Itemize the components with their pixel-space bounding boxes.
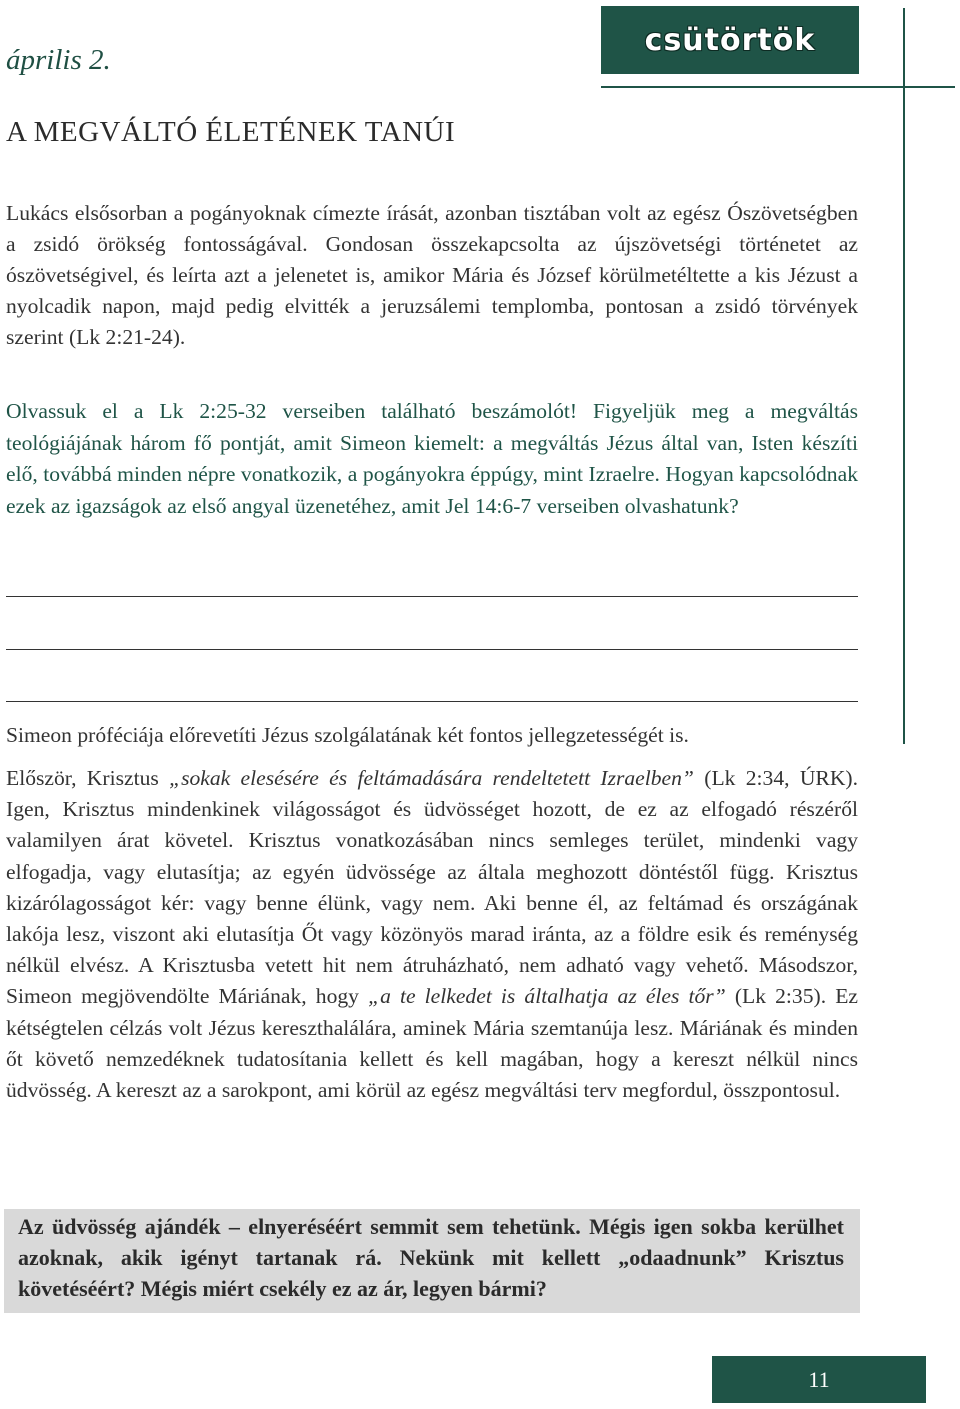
answer-line[interactable]: [6, 649, 858, 650]
lesson-title: A MEGVÁLTÓ ÉLETÉNEK TANÚI: [6, 116, 456, 148]
lesson-date: április 2.: [6, 44, 111, 76]
body-paragraph: [6, 763, 858, 1106]
scripture-quote: „sokak elesésére és feltámadására rendeltetett Izraelben”: [169, 766, 694, 790]
answer-line[interactable]: [6, 596, 858, 597]
scripture-quote: „a te lelkedet is általhatja az éles tőr”: [368, 984, 726, 1009]
day-label: csütörtök: [644, 22, 816, 58]
margin-rule: [903, 8, 905, 744]
intro-paragraph: Lukács elsősorban a pogányoknak címezte írását, azonban tisztában volt az egész Ószövetségben a zsidó örökség fontosságával. Gondosan összekapcsolta az újszövetségi történetet az ószövetségivel, és leírta azt a jelenetet is, amikor Mária és József körülmetéltette a kis Jézust a nyolcadik napon, majd pedig elvitték a jeruzsálemi templomba, pontosan a zsidó törvények szerint (Lk 2:21-24).: [6, 201, 858, 349]
reflection-text: Az üdvösség ajándék – elnyeréséért semmit sem tehetünk. Mégis igen sokba kerülhet azoknak, akik igényt tartanak rá. Nekünk mit kellett „odaadnunk” Krisztus követéséért? Mégis miért csekély ez az ár, legyen bármi?: [18, 1214, 844, 1301]
answer-line[interactable]: [6, 701, 858, 702]
study-question: Olvassuk el a Lk 2:25-32 verseiben található beszámolót! Figyeljük meg a megváltás teológiájának három fő pontját, amit Simeon kiemelt: a megváltás Jézus által van, Isten készíti elő, továbbá minden népre vonatkozik, a pogányokra éppúgy, mint Izraelre. Hogyan kapcsolódnak ezek az igazságok az első angyal üzenetéhez, amit Jel 14:6-7 verseiben olvashatunk?: [6, 399, 858, 518]
page-number-box: [712, 1356, 926, 1403]
page-number: 11: [808, 1366, 830, 1392]
day-banner: [601, 6, 859, 74]
prophecy-intro: Simeon próféciája előrevetíti Jézus szolgálatának két fontos jellegzetességét is.: [6, 723, 689, 747]
header-divider: [601, 86, 955, 88]
body-text: (Lk 2:35). Ez kétségtelen célzás volt Jézus kereszthalálára, aminek Mária szemtanúja lesz. Máriának és minden őt követő nemzedéknek tudatosítania kellett és kell magában, hogy a kereszt nélkül nincs üdvösség. A kereszt az a sarokpont, ami körül az egész megváltási terv megfordul, összpontosul.: [6, 984, 858, 1103]
body-text: (Lk 2:34, ÚRK). Igen, Krisztus mindenkinek világosságot és üdvösséget hozott, de ez az elfogadó részéről valamilyen árat követel. Krisztus vonatkozásában nincs semleges terület, mindenki vagy elfogadja, vagy elutasítja; az egyén üdvössége az általa meghozott döntéstől függ. Krisztus kizárólagosságot kér: vagy benne élünk, vagy nem. Aki benne él, az feltámad és országának lakója lesz, viszont aki elutasítja Őt vagy közönyös marad iránta, az a földre esik és reménység nélkül elvész. A Krisztusba vetett hit nem átruházható, nem adható vagy vehető. Másodszor, Simeon megjövendölte Máriának, hogy: [6, 766, 859, 1009]
body-text: Először, Krisztus: [6, 766, 170, 790]
